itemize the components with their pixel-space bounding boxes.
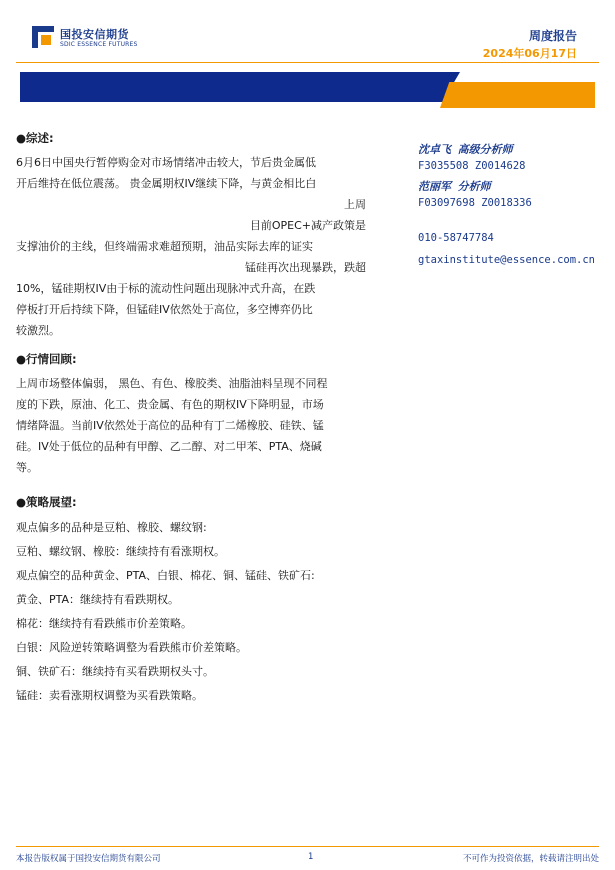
footer-divider [16, 846, 599, 847]
footer-disclaimer: 不可作为投资依据，转载请注明出处 [462, 854, 599, 864]
summary-heading: ●综述: [16, 131, 54, 145]
summary-line: 较激烈。 [16, 324, 60, 337]
summary-line: 6月6日中国央行暂停购金对市场情绪冲击较大，节后贵金属低 [16, 156, 316, 169]
logo-name-cn: 国投安信期货 [60, 28, 129, 41]
review-line: 度的下跌，原油、化工、贵金属、有色的期权IV下降明显，市场 [16, 398, 324, 411]
contact-phone: 010-58747784 [418, 232, 494, 244]
summary-line: 上周 [344, 198, 366, 211]
strategy-line: 铜、铁矿石：继续持有买看跌期权头寸。 [16, 665, 214, 678]
strategy-line: 豆粕、螺纹钢、橡胶：继续持有看涨期权。 [16, 545, 225, 558]
summary-line: 目前OPEC+减产政策是 [249, 219, 366, 232]
header-divider [16, 62, 599, 63]
page-number: 1 [308, 852, 314, 862]
analyst-sidebar [418, 141, 613, 271]
summary-line: 10%，锰硅期权IV由于标的流动性问题出现脉冲式升高，在跌 [16, 282, 316, 295]
review-text [16, 373, 378, 478]
strategy-list [16, 516, 378, 708]
footer-copyright: 本报告版权属于国投安信期货有限公司 [16, 854, 161, 864]
report-type: 周度报告 [528, 29, 577, 43]
banner-blue-bar [20, 72, 460, 102]
review-line: 等。 [16, 461, 38, 474]
strategy-line: 黄金、PTA：继续持有看跌期权。 [16, 593, 180, 606]
analyst-license: F03097698 Z0018336 [418, 197, 532, 209]
strategy-line: 白银：风险逆转策略调整为看跌熊市价差策略。 [16, 641, 247, 654]
strategy-heading: ●策略展望: [16, 495, 77, 509]
logo-mark-icon [32, 26, 54, 48]
analyst-license: F3035508 Z0014628 [418, 160, 526, 172]
summary-line: 锰硅再次出现暴跌，跌超 [245, 261, 366, 274]
analyst-name: 范丽军 分析师 [418, 180, 491, 193]
strategy-line: 锰硅：卖看涨期权调整为买看跌策略。 [16, 689, 203, 702]
summary-text [16, 152, 378, 341]
title-banner [20, 72, 595, 102]
summary-line: 支撑油价的主线，但终端需求难超预期，油品实际去库的证实 [16, 240, 313, 253]
strategy-line: 棉花：继续持有看跌熊市价差策略。 [16, 617, 192, 630]
review-line: 上周市场整体偏弱， 黑色、有色、橡胶类、油脂油料呈现不同程 [16, 377, 328, 390]
strategy-line: 观点偏多的品种是豆粕、橡胶、螺纹钢: [16, 521, 207, 534]
banner-title: 商品期权周度报告 [455, 18, 543, 31]
review-heading: ●行情回顾: [16, 352, 77, 366]
review-line: 情绪降温。当前IV依然处于高位的品种有丁二烯橡胶、硅铁、锰 [16, 419, 324, 432]
analyst-name: 沈卓飞 高级分析师 [418, 143, 513, 156]
summary-line: 开后维持在低位震荡。 贵金属期权IV继续下降，与黄金相比白 [16, 177, 317, 190]
logo-name-en: SDIC ESSENCE FUTURES [60, 41, 138, 48]
contact-email[interactable]: gtaxinstitute@essence.com.cn [418, 254, 596, 266]
main-content [16, 130, 378, 708]
report-date: 2024年06月17日 [482, 47, 577, 60]
summary-line: 停板打开后持续下降，但锰硅IV依然处于高位，多空博弈仍比 [16, 303, 313, 316]
banner-orange-bar [440, 82, 595, 108]
company-logo [32, 26, 152, 52]
review-line: 硅。IV处于低位的品种有甲醇、乙二醇、对二甲苯、PTA、烧碱 [16, 440, 322, 453]
strategy-line: 观点偏空的品种黄金、PTA、白银、棉花、铜、锰硅、铁矿石: [16, 569, 315, 582]
